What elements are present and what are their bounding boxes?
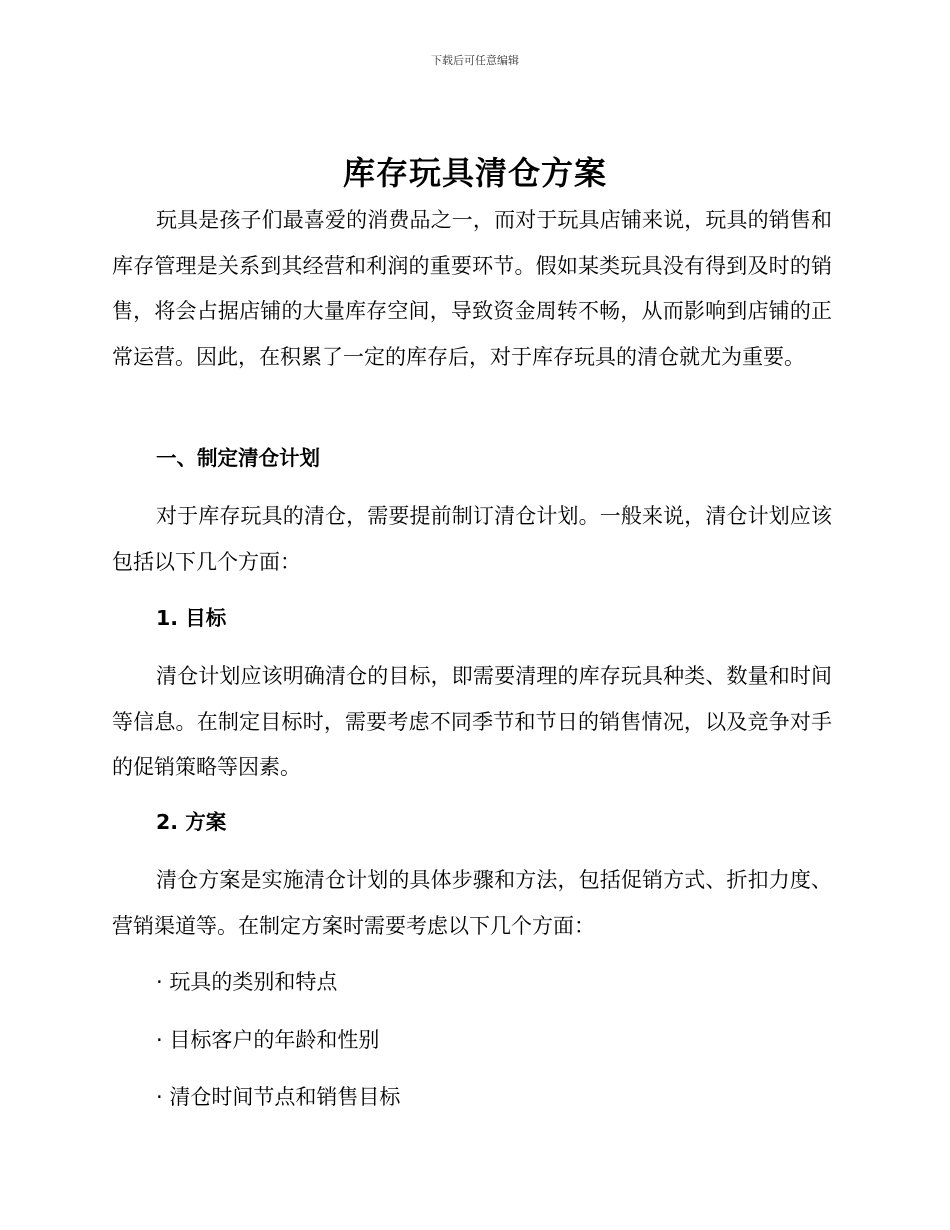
item1-heading-block [112,596,832,642]
bullet-1-block [112,960,832,1006]
item2-text-block [112,858,832,949]
section1-paragraph: 对于库存玩具的清仓，需要提前制订清仓计划。一般来说，清仓计划应该包括以下几个方面： [112,504,832,574]
item1-text-block [112,654,832,791]
header-note: 下载后可任意编辑 [431,54,519,67]
bullet-3-block [112,1075,832,1121]
bullet-2-block [112,1018,832,1064]
section1-text-block [112,494,832,585]
item1-heading: 1. 目标 [156,606,227,630]
intro-block [112,198,832,380]
item2-heading-block [112,800,832,846]
list-item: · 玩具的类别和特点 [156,970,338,994]
list-item: · 清仓时间节点和销售目标 [156,1085,401,1109]
section1-heading: 一、制定清仓计划 [156,446,320,470]
list-item: · 目标客户的年龄和性别 [156,1028,380,1052]
item1-paragraph: 清仓计划应该明确清仓的目标，即需要清理的库存玩具种类、数量和时间等信息。在制定目标时，需要考虑不同季节和节日的销售情况，以及竞争对手的促销策略等因素。 [112,664,832,780]
document-title: 库存玩具清仓方案 [342,154,607,192]
item2-heading: 2. 方案 [156,810,227,834]
section1-heading-block [112,436,832,482]
intro-paragraph: 玩具是孩子们最喜爱的消费品之一，而对于玩具店铺来说，玩具的销售和库存管理是关系到其经营和利润的重要环节。假如某类玩具没有得到及时的销售，将会占据店铺的大量库存空间，导致资金周转不畅，从而影响到店铺的正常运营。因此，在积累了一定的库存后，对于库存玩具的清仓就尤为重要。 [112,208,832,369]
item2-paragraph: 清仓方案是实施清仓计划的具体步骤和方法，包括促销方式、折扣力度、营销渠道等。在制定方案时需要考虑以下几个方面： [112,868,832,938]
